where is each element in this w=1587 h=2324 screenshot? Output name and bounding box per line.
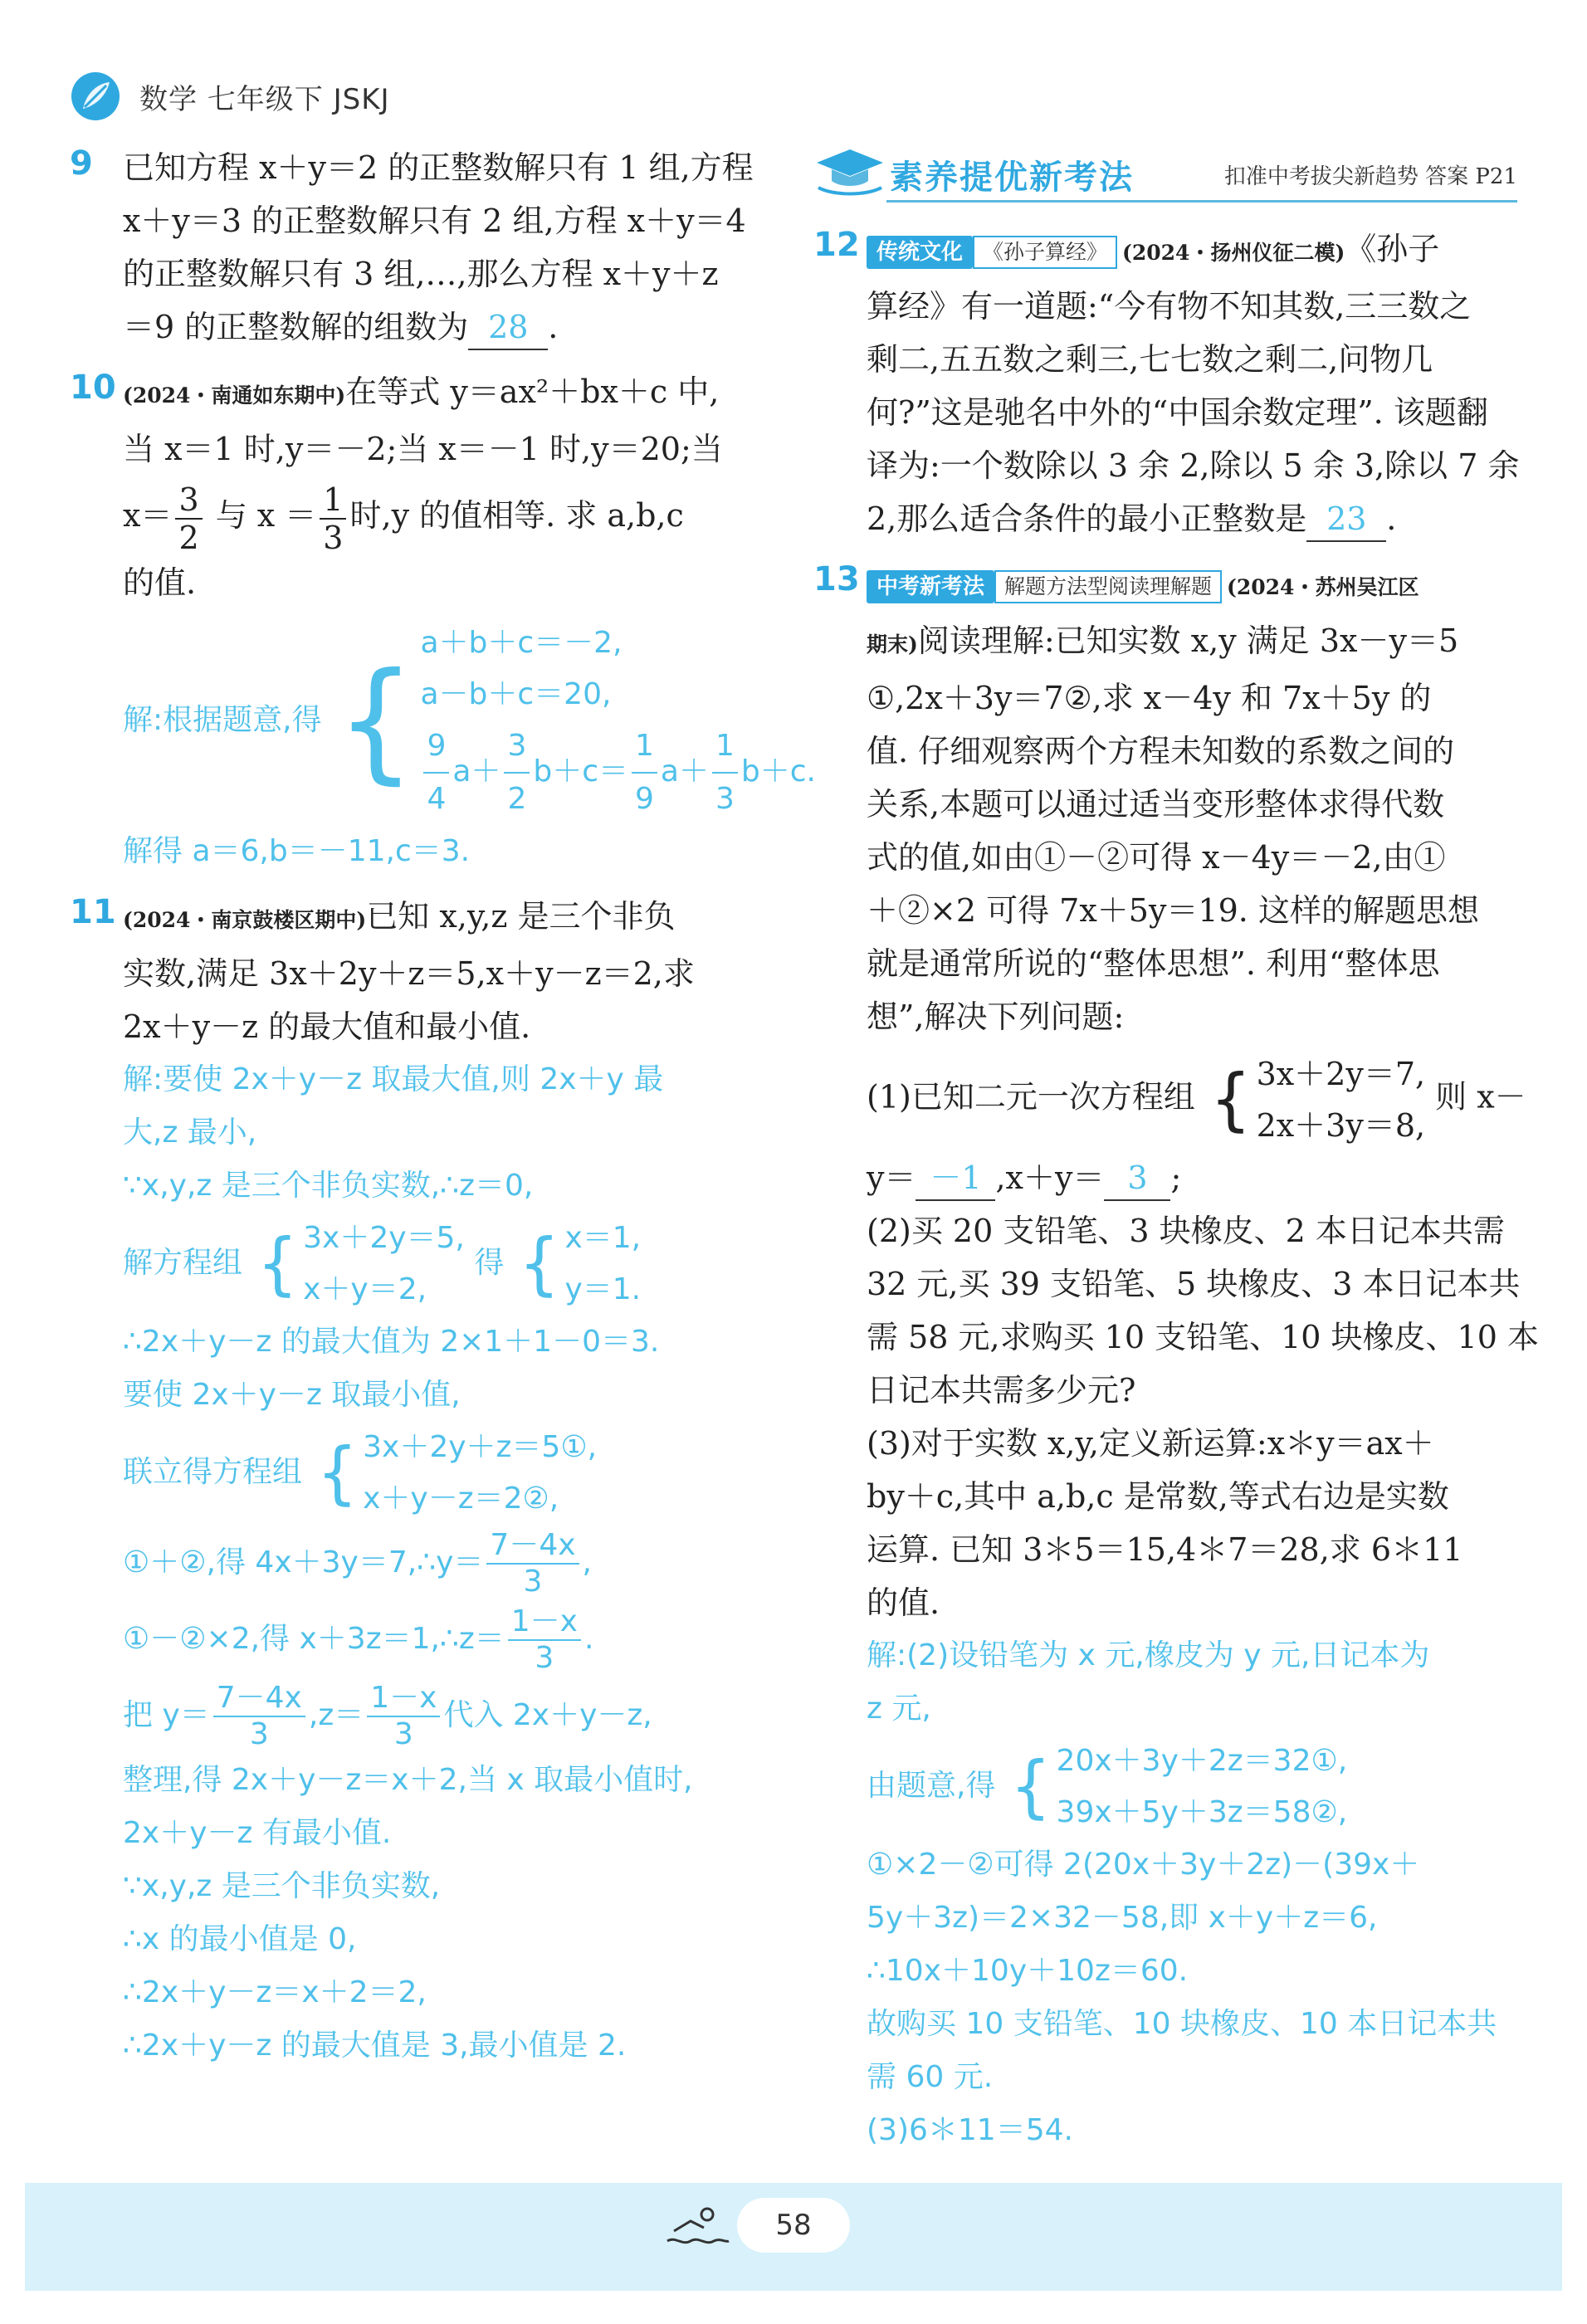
numerator: 7－4x [486,1528,579,1565]
text: ①＋②,得 4x＋3y＝7,∴y＝ [123,1545,484,1579]
denominator: 9 [635,781,654,816]
equation [420,720,816,825]
solution-line: (3)6＊11＝54. [867,2113,1073,2147]
text-line: 32 元,买 39 支铅笔、5 块橡皮、3 本日记本共 [867,1266,1521,1302]
solution-line [123,1677,772,1754]
problem-12 [813,222,1520,545]
numerator: 1－x [508,1604,581,1641]
text-line: 剩二,五五数之剩三,七七数之剩二,问物几 [867,341,1433,378]
equation: 20x＋3y＋2z＝32①, [1056,1744,1348,1778]
brace: { [518,1224,560,1303]
answer-blank: 23 [1306,497,1386,542]
solution-line: ∴x 的最小值是 0, [123,1921,357,1956]
text-line: x＋y＝3 的正整数解只有 2 组,方程 x＋y＝4 [123,203,746,239]
text-line [123,300,772,354]
fraction [320,481,346,556]
fraction [504,720,530,825]
fraction [423,720,449,825]
left-column [70,141,816,2084]
denominator: 4 [427,781,447,816]
divider [886,200,1517,203]
text-line [123,365,772,422]
category-tag: 中考新考法 [867,570,994,603]
text: 代入 2x＋y－z, [443,1697,652,1732]
text-line: 值. 仔细观察两个方程未知数的系数之间的 [867,733,1455,769]
leaf-logo-icon [70,71,121,122]
brace: { [316,1433,359,1512]
problem-9 [70,141,772,354]
section-band [813,141,1517,211]
numerator: 1 [712,720,738,774]
page-number: 58 [737,2198,850,2253]
answer-blank: 28 [468,305,548,350]
text-line: ＋②×2 可得 7x＋5y＝19. 这样的解题思想 [867,892,1479,929]
denominator: 3 [535,1640,554,1675]
text: a＋ [452,754,501,788]
numerator: 7－4x [213,1681,305,1717]
solution-line [123,1601,772,1677]
answer-blank: －1 [916,1156,995,1201]
system-rows [1057,1736,1348,1838]
text: . [1386,500,1397,537]
equation-system [331,618,816,825]
equation: 2x＋3y＝8, [1256,1107,1426,1144]
text-line [867,222,1517,280]
equation-system [1205,1048,1425,1151]
text-line: 译为:一个数除以 3 余 2,除以 5 余 3,除以 7 余 [867,447,1520,484]
text-line: 关系,本题可以通过适当变形整体求得代数 [867,786,1445,823]
text: 解:根据题意,得 [123,702,322,737]
denominator: 3 [393,1716,413,1751]
fraction [175,481,202,556]
denominator: 2 [507,781,527,816]
solution-system [123,1213,772,1316]
fraction [632,720,657,825]
text: 《孙子 [1345,231,1440,267]
text: . [548,309,559,345]
numerator: 1 [320,481,346,520]
text: y＝ [867,1160,916,1196]
text: 由题意,得 [867,1769,996,1803]
text-line: 何?”这是驰名中外的“中国余数定理”. 该题翻 [867,394,1488,431]
text: 与 x ＝ [205,497,317,534]
solution-line: 需 60 元. [867,2060,994,2094]
solution-line: ∴2x＋y－z＝x＋2＝2, [123,1975,427,2009]
text: b＋c＝ [533,754,628,788]
text: 联立得方程组 [123,1454,303,1489]
source-label: (2024・南京鼓楼区期中) [123,907,367,932]
numerator: 3 [504,720,530,774]
solution-line: ∵x,y,z 是三个非负实数, [123,1868,441,1903]
text: ①－②×2,得 x＋3z＝1,∴z＝ [123,1621,505,1656]
text-line: by＋c,其中 a,b,c 是常数,等式右边是实数 [867,1478,1449,1515]
solution-system [867,1736,1517,1838]
text-line: 式的值,如由①－②可得 x－4y＝－2,由① [867,839,1446,876]
source-label: (2024・南通如东期中) [123,383,346,408]
page-header [70,70,390,123]
fraction [712,720,738,825]
text: 已知 x,y,z 是三个非负 [366,897,676,935]
text-line [867,557,1517,614]
brace: { [336,645,416,797]
equation-system [1005,1736,1347,1838]
text-line: 就是通常所说的“整体思想”. 利用“整体思 [867,945,1440,982]
text: ,z＝ [308,1697,364,1732]
text-line: 需 58 元,求购买 10 支铅笔、10 块橡皮、10 本 [867,1319,1539,1355]
text-line: 算经》有一道题:“今有物不知其数,三三数之 [867,288,1472,325]
text: , [582,1545,592,1579]
text-line: (2)买 20 支铅笔、3 块橡皮、2 本日记本共需 [867,1213,1505,1249]
fraction [213,1681,305,1752]
text-line [123,476,772,556]
equation: 3x＋2y＝7, [1256,1056,1426,1092]
text-line: 想”,解决下列问题: [867,998,1125,1035]
swimmer-icon [664,2203,730,2253]
text-line [867,614,1517,671]
brace: { [1209,1060,1252,1140]
text: (1)已知二元一次方程组 [867,1078,1195,1116]
subcategory-tag: 《孙子算经》 [973,236,1117,269]
source-label: (2024・扬州仪征二模) [1122,241,1345,265]
text-line [123,890,772,947]
solution-line: 5y＋3z)＝2×32－58,即 x＋y＋z＝6, [867,1901,1378,1935]
graduation-cap-icon [813,143,886,201]
right-column [813,141,1539,2169]
text: 阅读理解:已知实数 x,y 满足 3x－y＝5 [917,622,1459,659]
section-subtitle: 扣准中考拔尖新趋势 答案 P21 [1223,164,1517,189]
text: 在等式 y＝ax²＋bx＋c 中, [345,374,720,410]
equation-system [514,1213,641,1316]
text-line: 2x＋y－z 的最大值和最小值. [123,1008,531,1045]
source-label: 期末) [867,632,918,657]
solution-line: 解得 a＝6,b＝－11,c＝3. [123,833,471,868]
solution-line: ①×2－②可得 2(20x＋3y＋2z)－(39x＋ [867,1848,1420,1882]
solution-line: 整理,得 2x＋y－z＝x＋2,当 x 取最小值时, [123,1762,693,1797]
text-line [867,492,1517,545]
solution-line: ∴2x＋y－z 的最大值是 3,最小值是 2. [123,2028,627,2063]
numerator: 1 [632,720,657,774]
problem-number: 9 [70,144,93,183]
brace: { [1009,1747,1052,1827]
fraction [508,1604,581,1676]
solution-line: 故购买 10 支铅笔、10 块橡皮、10 本日记本共 [867,2007,1497,2041]
denominator: 3 [523,1564,543,1599]
text-line: 已知方程 x＋y＝2 的正整数解只有 1 组,方程 [123,149,754,186]
brace: { [256,1224,299,1303]
text: 得 [474,1245,505,1280]
text-line: 的正整数解只有 3 组,…,那么方程 x＋y＋z [123,256,719,292]
text-line [867,1151,1517,1204]
system-rows [420,618,816,825]
problem-number: 11 [70,892,116,931]
subcategory-tag: 解题方法型阅读理解题 [994,570,1222,603]
system-rows [363,1422,597,1525]
numerator: 3 [175,481,202,520]
equation: x＝1, [564,1220,642,1255]
equation: a－b＋c＝20, [420,676,612,711]
equation-system [311,1422,597,1525]
problem-number: 13 [813,560,860,598]
text-line: (3)对于实数 x,y,定义新运算:x＊y＝ax＋ [867,1425,1434,1462]
problem-13 [813,557,1539,2157]
text-line: 实数,满足 3x＋2y＋z＝5,x＋y－z＝2,求 [123,954,695,992]
category-tag: 传统文化 [867,236,973,269]
text-line: 日记本共需多少元? [867,1372,1136,1409]
text: . [584,1621,594,1656]
solution-line: ∴10x＋10y＋10z＝60. [867,1954,1189,1988]
system-rows [564,1213,641,1316]
text-line: 的值. [867,1584,940,1621]
text-line: 当 x＝1 时,y＝－2;当 x＝－1 时,y＝20;当 [123,431,723,467]
equation: a＋b＋c＝－2, [420,625,623,660]
text: ,x＋y＝ [995,1160,1105,1196]
equation: y＝1. [564,1272,642,1306]
denominator: 2 [178,519,199,556]
text: x＝ [123,497,173,534]
problem-11 [70,890,772,2073]
solution-line [123,1525,772,1601]
problem-10 [70,365,816,878]
text: b＋c. [740,754,816,788]
equation: x＋y－z＝2②, [363,1481,559,1516]
text: ; [1170,1160,1182,1196]
text-line: ①,2x＋3y＝7②,求 x－4y 和 7x＋5y 的 [867,680,1432,716]
text: 解方程组 [123,1245,243,1280]
equation-system [251,1213,464,1316]
fraction [367,1681,440,1752]
text-line [867,1048,1526,1151]
solution-system [123,1422,772,1525]
solution-line: 解:(2)设铅笔为 x 元,橡皮为 y 元,日记本为 [867,1638,1430,1672]
solution-line: z 元, [867,1692,931,1726]
solution-line: 解:要使 2x＋y－z 取最大值,则 2x＋y 最 [123,1062,664,1096]
text: ＝9 的正整数解的组数为 [123,309,469,345]
answer-blank: 3 [1104,1156,1170,1201]
solution-line: 大,z 最小, [123,1115,257,1150]
numerator: 9 [423,720,449,774]
text: 时,y 的值相等. 求 a,b,c [349,497,684,534]
solution-system [123,618,816,825]
system-rows [303,1213,465,1316]
equation: 3x＋2y＝5, [303,1220,465,1255]
text: 2,那么适合条件的最小正整数是 [867,500,1307,537]
system-rows [1257,1048,1426,1151]
denominator: 3 [323,519,344,556]
numerator: 1－x [367,1681,440,1717]
fraction [486,1528,579,1599]
solution-line: ∴2x＋y－z 的最大值为 2×1＋1－0＝3. [123,1324,660,1359]
text-line: 的值. [123,564,197,601]
text: a＋ [660,754,709,788]
equation: 3x＋2y＋z＝5①, [363,1429,598,1464]
solution-line: 要使 2x＋y－z 取最小值, [123,1377,461,1412]
denominator: 3 [715,781,735,816]
text: 把 y＝ [123,1697,210,1732]
subject-title: 数学 七年级下 JSKJ [139,82,390,116]
solution-line: ∵x,y,z 是三个非负实数,∴z＝0, [123,1168,534,1203]
text: 则 x－ [1435,1078,1526,1116]
source-label: (2024・苏州吴江区 [1227,575,1419,599]
equation: x＋y＝2, [303,1272,427,1306]
text-line: 运算. 已知 3＊5＝15,4＊7＝28,求 6＊11 [867,1531,1463,1568]
solution-line: 2x＋y－z 有最小值. [123,1815,392,1850]
problem-number: 10 [70,369,116,407]
problem-number: 12 [813,226,860,264]
equation: 39x＋5y＋3z＝58②, [1056,1795,1348,1829]
denominator: 3 [249,1716,269,1751]
section-title: 素养提优新考法 [890,159,1134,197]
